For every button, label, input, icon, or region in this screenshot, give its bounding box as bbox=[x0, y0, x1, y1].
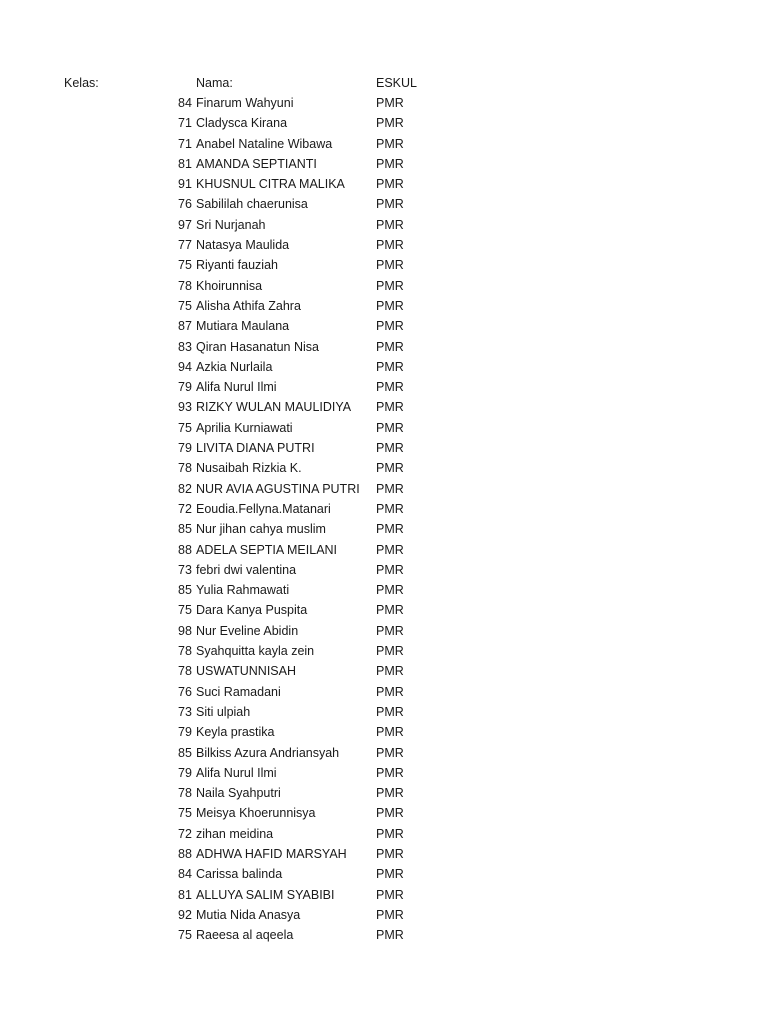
table-row bbox=[0, 682, 768, 702]
table-row bbox=[0, 215, 768, 235]
name-cell: Mutia Nida Anasya bbox=[196, 907, 301, 922]
table-row bbox=[0, 296, 768, 316]
eskul-cell: PMR bbox=[376, 319, 404, 334]
score-cell: 87 bbox=[178, 319, 192, 334]
name-cell: Natasya Maulida bbox=[196, 238, 290, 253]
table-row bbox=[0, 276, 768, 296]
name-cell: Mutiara Maulana bbox=[196, 319, 290, 334]
score-cell: 83 bbox=[178, 339, 192, 354]
score-cell: 78 bbox=[178, 786, 192, 801]
name-cell: Nur jihan cahya muslim bbox=[196, 522, 326, 537]
table-row bbox=[0, 235, 768, 255]
name-cell: zihan meidina bbox=[196, 826, 274, 841]
eskul-cell: PMR bbox=[376, 623, 404, 638]
eskul-cell: PMR bbox=[376, 522, 404, 537]
name-cell: Meisya Khoerunnisya bbox=[196, 806, 316, 821]
name-cell: USWATUNNISAH bbox=[196, 664, 296, 679]
eskul-cell: PMR bbox=[376, 441, 404, 456]
score-cell: 75 bbox=[178, 603, 192, 618]
table-row bbox=[0, 621, 768, 641]
table-row bbox=[0, 316, 768, 336]
table-row bbox=[0, 479, 768, 499]
table-row bbox=[0, 803, 768, 823]
eskul-cell: PMR bbox=[376, 197, 404, 212]
table-row bbox=[0, 885, 768, 905]
eskul-cell: PMR bbox=[376, 846, 404, 861]
score-cell: 76 bbox=[178, 684, 192, 699]
score-cell: 76 bbox=[178, 197, 192, 212]
eskul-cell: PMR bbox=[376, 684, 404, 699]
eskul-cell: PMR bbox=[376, 887, 404, 902]
name-cell: Riyanti fauziah bbox=[196, 258, 278, 273]
name-cell: Khoirunnisa bbox=[196, 278, 263, 293]
score-cell: 92 bbox=[178, 907, 192, 922]
name-cell: Anabel Nataline Wibawa bbox=[196, 136, 333, 151]
score-cell: 88 bbox=[178, 846, 192, 861]
eskul-cell: PMR bbox=[376, 481, 404, 496]
name-cell: Suci Ramadani bbox=[196, 684, 281, 699]
eskul-cell: PMR bbox=[376, 725, 404, 740]
score-cell: 98 bbox=[178, 623, 192, 638]
name-cell: Syahquitta kayla zein bbox=[196, 644, 315, 659]
score-cell: 78 bbox=[178, 461, 192, 476]
table-row bbox=[0, 743, 768, 763]
score-cell: 91 bbox=[178, 177, 192, 192]
table-row bbox=[0, 600, 768, 620]
name-cell: Alifa Nurul Ilmi bbox=[196, 380, 277, 395]
score-cell: 75 bbox=[178, 806, 192, 821]
score-cell: 79 bbox=[178, 380, 192, 395]
score-cell: 85 bbox=[178, 522, 192, 537]
table-row bbox=[0, 357, 768, 377]
eskul-cell: PMR bbox=[376, 420, 404, 435]
eskul-cell: PMR bbox=[376, 298, 404, 313]
table-row bbox=[0, 93, 768, 113]
score-cell: 77 bbox=[178, 238, 192, 253]
score-cell: 78 bbox=[178, 644, 192, 659]
eskul-cell: PMR bbox=[376, 928, 404, 943]
score-cell: 71 bbox=[178, 136, 192, 151]
score-cell: 73 bbox=[178, 562, 192, 577]
name-cell: NUR AVIA AGUSTINA PUTRI bbox=[196, 481, 360, 496]
eskul-cell: PMR bbox=[376, 562, 404, 577]
table-row bbox=[0, 641, 768, 661]
eskul-cell: PMR bbox=[376, 644, 404, 659]
eskul-cell: PMR bbox=[376, 116, 404, 131]
name-cell: Eoudia.Fellyna.Matanari bbox=[196, 501, 331, 516]
table-row bbox=[0, 397, 768, 417]
name-cell: AMANDA SEPTIANTI bbox=[196, 156, 317, 171]
table-row bbox=[0, 824, 768, 844]
header-row bbox=[0, 73, 768, 93]
name-cell: Nur Eveline Abidin bbox=[196, 623, 299, 638]
eskul-cell: PMR bbox=[376, 786, 404, 801]
score-cell: 82 bbox=[178, 481, 192, 496]
eskul-cell: PMR bbox=[376, 664, 404, 679]
table-row bbox=[0, 844, 768, 864]
table-row bbox=[0, 499, 768, 519]
eskul-cell: PMR bbox=[376, 765, 404, 780]
score-cell: 71 bbox=[178, 116, 192, 131]
eskul-cell: PMR bbox=[376, 745, 404, 760]
eskul-cell: PMR bbox=[376, 217, 404, 232]
table-row bbox=[0, 540, 768, 560]
score-cell: 97 bbox=[178, 217, 192, 232]
table-row bbox=[0, 783, 768, 803]
eskul-cell: PMR bbox=[376, 96, 404, 110]
eskul-cell: PMR bbox=[376, 177, 404, 192]
name-cell: Siti ulpiah bbox=[196, 704, 251, 719]
eskul-header: ESKUL bbox=[376, 76, 417, 90]
table-row bbox=[0, 580, 768, 600]
nama-header: Nama: bbox=[196, 76, 233, 90]
name-cell: Carissa balinda bbox=[196, 867, 283, 882]
score-cell: 85 bbox=[178, 583, 192, 598]
eskul-cell: PMR bbox=[376, 380, 404, 395]
score-cell: 79 bbox=[178, 441, 192, 456]
table-row bbox=[0, 337, 768, 357]
eskul-cell: PMR bbox=[376, 907, 404, 922]
eskul-cell: PMR bbox=[376, 278, 404, 293]
score-cell: 79 bbox=[178, 725, 192, 740]
name-cell: febri dwi valentina bbox=[196, 562, 297, 577]
eskul-cell: PMR bbox=[376, 501, 404, 516]
table-row bbox=[0, 864, 768, 884]
table-row bbox=[0, 458, 768, 478]
name-cell: Nusaibah Rizkia K. bbox=[196, 461, 302, 476]
name-cell: RIZKY WULAN MAULIDIYA bbox=[196, 400, 352, 415]
name-cell: Qiran Hasanatun Nisa bbox=[196, 339, 319, 354]
score-cell: 84 bbox=[178, 96, 192, 110]
name-cell: Yulia Rahmawati bbox=[196, 583, 290, 598]
name-cell: Dara Kanya Puspita bbox=[196, 603, 308, 618]
score-cell: 79 bbox=[178, 765, 192, 780]
table-row bbox=[0, 438, 768, 458]
score-cell: 81 bbox=[178, 887, 192, 902]
table-row bbox=[0, 418, 768, 438]
name-cell: ADELA SEPTIA MEILANI bbox=[196, 542, 338, 557]
name-cell: Azkia Nurlaila bbox=[196, 359, 273, 374]
eskul-cell: PMR bbox=[376, 339, 404, 354]
name-cell: Aprilia Kurniawati bbox=[196, 420, 293, 435]
eskul-cell: PMR bbox=[376, 826, 404, 841]
table-row bbox=[0, 377, 768, 397]
name-cell: Finarum Wahyuni bbox=[196, 96, 294, 110]
name-cell: Sabililah chaerunisa bbox=[196, 197, 308, 212]
name-cell: Alisha Athifa Zahra bbox=[196, 298, 301, 313]
table-row bbox=[0, 702, 768, 722]
score-cell: 88 bbox=[178, 542, 192, 557]
score-cell: 73 bbox=[178, 704, 192, 719]
eskul-cell: PMR bbox=[376, 258, 404, 273]
score-cell: 78 bbox=[178, 278, 192, 293]
table-row bbox=[0, 174, 768, 194]
name-cell: LIVITA DIANA PUTRI bbox=[196, 441, 315, 456]
score-cell: 85 bbox=[178, 745, 192, 760]
name-cell: Alifa Nurul Ilmi bbox=[196, 765, 277, 780]
table-row bbox=[0, 925, 768, 945]
eskul-cell: PMR bbox=[376, 238, 404, 253]
table-row bbox=[0, 661, 768, 681]
score-cell: 75 bbox=[178, 298, 192, 313]
eskul-cell: PMR bbox=[376, 461, 404, 476]
table-row bbox=[0, 722, 768, 742]
table-row bbox=[0, 763, 768, 783]
table-row bbox=[0, 154, 768, 174]
student-list bbox=[0, 93, 768, 945]
score-cell: 72 bbox=[178, 826, 192, 841]
name-cell: Sri Nurjanah bbox=[196, 217, 266, 232]
table-row bbox=[0, 194, 768, 214]
score-cell: 81 bbox=[178, 156, 192, 171]
name-cell: ALLUYA SALIM SYABIBI bbox=[196, 887, 335, 902]
eskul-cell: PMR bbox=[376, 806, 404, 821]
table-row bbox=[0, 905, 768, 925]
eskul-cell: PMR bbox=[376, 542, 404, 557]
eskul-cell: PMR bbox=[376, 583, 404, 598]
score-cell: 72 bbox=[178, 501, 192, 516]
table-row bbox=[0, 113, 768, 133]
score-cell: 75 bbox=[178, 258, 192, 273]
name-cell: Bilkiss Azura Andriansyah bbox=[196, 745, 340, 760]
eskul-cell: PMR bbox=[376, 704, 404, 719]
kelas-header: Kelas: bbox=[64, 76, 99, 90]
table-row bbox=[0, 134, 768, 154]
table-row bbox=[0, 255, 768, 275]
name-cell: Naila Syahputri bbox=[196, 786, 281, 801]
score-cell: 75 bbox=[178, 420, 192, 435]
name-cell: ADHWA HAFID MARSYAH bbox=[196, 846, 347, 861]
eskul-cell: PMR bbox=[376, 136, 404, 151]
score-cell: 93 bbox=[178, 400, 192, 415]
eskul-cell: PMR bbox=[376, 156, 404, 171]
score-cell: 75 bbox=[178, 928, 192, 943]
score-cell: 94 bbox=[178, 359, 192, 374]
name-cell: Keyla prastika bbox=[196, 725, 275, 740]
name-cell: KHUSNUL CITRA MALIKA bbox=[196, 177, 345, 192]
name-cell: Cladysca Kirana bbox=[196, 116, 288, 131]
name-cell: Raeesa al aqeela bbox=[196, 928, 294, 943]
eskul-cell: PMR bbox=[376, 400, 404, 415]
eskul-cell: PMR bbox=[376, 359, 404, 374]
eskul-cell: PMR bbox=[376, 603, 404, 618]
table-row bbox=[0, 560, 768, 580]
eskul-cell: PMR bbox=[376, 867, 404, 882]
table-row bbox=[0, 519, 768, 539]
score-cell: 78 bbox=[178, 664, 192, 679]
score-cell: 84 bbox=[178, 867, 192, 882]
